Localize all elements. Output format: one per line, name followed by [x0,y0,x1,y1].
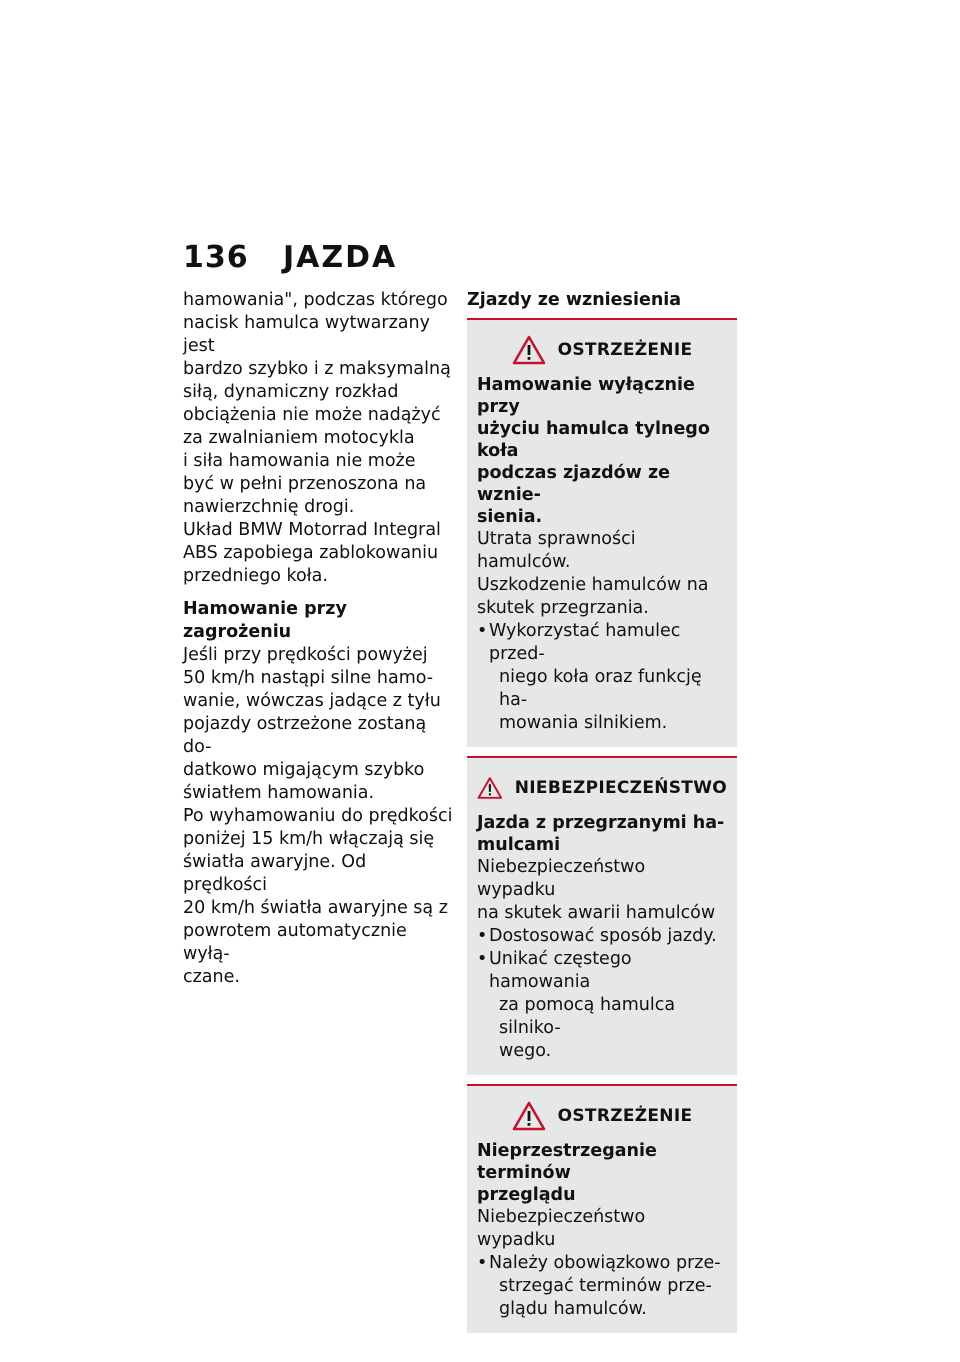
text-line: bardzo szybko i z maksymalną [183,359,451,379]
text-line: Jeśli przy prędkości powyżej [183,645,428,665]
text-line: Nieprzestrzeganie terminów [477,1141,657,1183]
section-title: Zjazdy ze wzniesienia [467,290,682,310]
right-column [467,289,737,1333]
warning-text [477,856,727,925]
bullet-dot: • [477,621,488,641]
warning-text [477,528,727,620]
page-number: 136 [183,240,249,275]
text-line: i siła hamowania nie może [183,451,416,471]
text-line: użyciu hamulca tylnego koła [477,419,710,461]
text-line: sienia. [477,507,543,527]
text-line: podczas zjazdów ze wznie- [477,463,670,505]
text-line: Niebezpieczeństwo wypadku [477,1207,646,1250]
danger-label: NIEBEZPIECZEŃSTWO [514,778,727,798]
warning-triangle-icon [477,773,503,803]
text-line: za zwalnianiem motocykla [183,428,415,448]
text-line: poniżej 15 km/h włączają się [183,829,435,849]
text-line: Niebezpieczeństwo wypadku [477,857,646,900]
text-line: 50 km/h nastąpi silne hamo- [183,668,434,688]
text-line: hamowania", podczas którego [183,290,448,310]
paragraph-1 [183,289,453,519]
text-line: wanie, wówczas jadące z tyłu [183,691,441,711]
text-line: mowania silnikiem. [499,713,668,733]
text-line: mulcami [477,835,561,855]
warning-triangle-icon [512,1101,546,1131]
warning-header [477,770,727,806]
text-line: przeglądu [477,1185,576,1205]
text-line: światłem hamowania. [183,783,375,803]
left-column [183,289,453,989]
text-line: Jazda z przegrzanymi ha- [477,813,725,833]
paragraph-3 [183,644,453,805]
text-line: glądu hamulców. [499,1299,647,1319]
text-line: wego. [499,1041,552,1061]
warning-box-3 [467,1084,737,1333]
bullet-dot: • [477,949,488,969]
text-line: Po wyhamowaniu do prędkości [183,806,453,826]
chapter-title: JAZDA [283,240,398,275]
warning-title [477,812,727,856]
bullet-item [477,620,727,735]
text-line: Dostosować sposób jazdy. [489,926,717,946]
warning-triangle-icon [512,335,546,365]
warning-box-1 [467,318,737,747]
warning-header [477,1098,727,1134]
warning-label: OSTRZEŻENIE [557,1106,693,1126]
text-line: 20 km/h światła awaryjne są z [183,898,448,918]
text-line: nawierzchnię drogi. [183,497,355,517]
text-line: światła awaryjne. Od prędkości [183,852,367,895]
text-line: Układ BMW Motorrad Integral [183,520,441,540]
text-line: pojazdy ostrzeżone zostaną do- [183,714,427,757]
bullet-item [477,1252,727,1321]
text-line: Należy obowiązkowo prze- [489,1253,721,1273]
text-line: strzegać terminów prze- [499,1276,712,1296]
text-line: ABS zapobiega zablokowaniu [183,543,439,563]
text-line: Wykorzystać hamulec przed- [489,621,681,664]
bullet-item [477,925,727,948]
text-line: być w pełni przenoszona na [183,474,427,494]
bullet-dot: • [477,1253,488,1273]
text-line: Hamowanie wyłącznie przy [477,375,695,417]
warning-label: OSTRZEŻENIE [557,340,693,360]
warning-title [477,374,727,528]
text-line: Utrata sprawności hamulców. [477,529,636,572]
text-line: za pomocą hamulca silniko- [499,995,676,1038]
text-line: datkowo migającym szybko [183,760,425,780]
text-line: Unikać częstego hamowania [489,949,632,992]
bullet-item [477,948,727,1063]
text-line: obciążenia nie może nadążyć [183,405,441,425]
text-line: czane. [183,967,240,987]
page-header [183,240,397,275]
text-line: niego koła oraz funkcję ha- [499,667,702,710]
warning-header [477,332,727,368]
text-line: nacisk hamulca wytwarzany jest [183,313,430,356]
bullet-dot: • [477,926,488,946]
warning-box-2 [467,756,737,1075]
text-line: powrotem automatycznie wyłą- [183,921,407,964]
paragraph-4 [183,805,453,989]
text-line: siłą, dynamiczny rozkład [183,382,399,402]
text-line: na skutek awarii hamulców [477,903,716,923]
warning-text [477,1206,727,1252]
text-line: przedniego koła. [183,566,328,586]
warning-title [477,1140,727,1206]
text-line: skutek przegrzania. [477,598,649,618]
text-line: Uszkodzenie hamulców na [477,575,709,595]
paragraph-2 [183,519,453,588]
subheading-emergency-braking: Hamowanie przy zagrożeniu [183,599,347,642]
